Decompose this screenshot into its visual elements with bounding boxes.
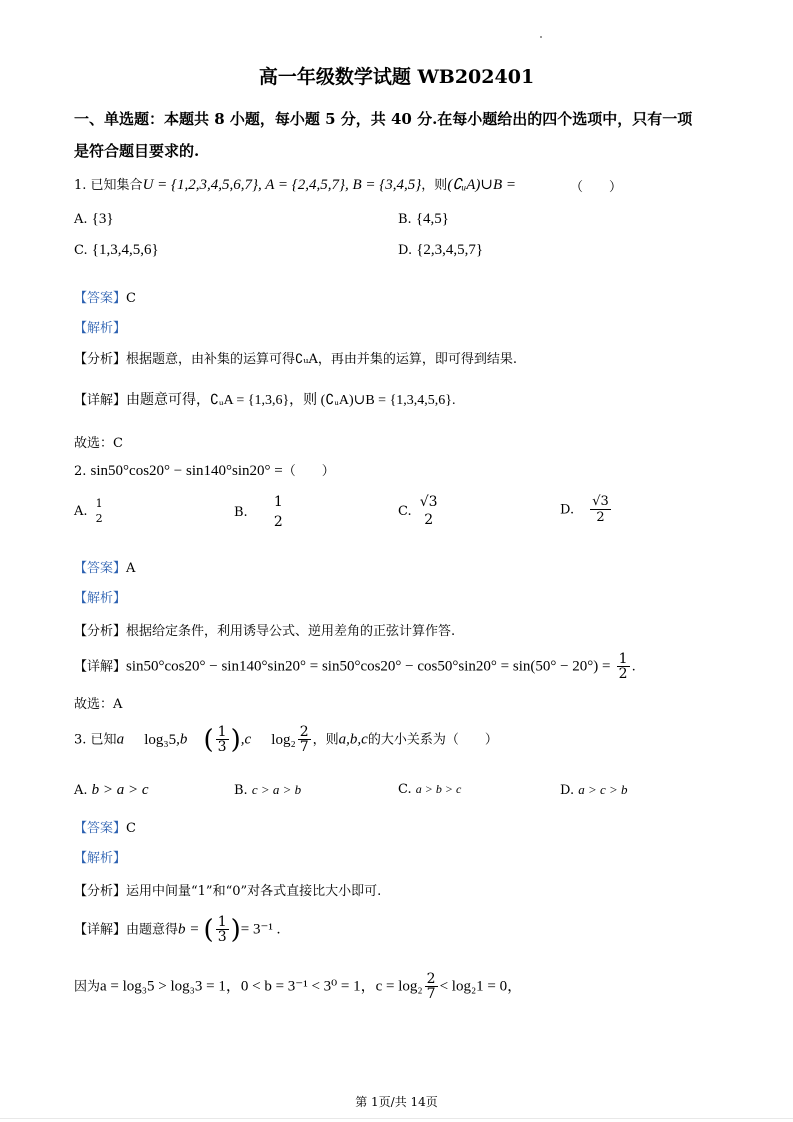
q2-conclusion: 故选：A bbox=[74, 697, 123, 712]
q1-analysis-tag: 【解析】 bbox=[74, 321, 127, 336]
q2-expression: sin50°cos20° − sin140°sin20° = bbox=[90, 463, 283, 479]
q1-fenxi: 【分析】根据题意，由补集的运算可得∁ᵤA，再由并集的运算，即可得到结果. bbox=[74, 352, 517, 367]
q2-analysis-tag: 【解析】 bbox=[74, 591, 127, 606]
q3-answer: 【答案】C bbox=[74, 821, 136, 836]
q1-option-c: C. {1,3,4,5,6} bbox=[74, 242, 159, 258]
page-footer: 第 1页/共 14页 bbox=[355, 1095, 438, 1109]
section-heading-line2: 是符合题目要求的. bbox=[74, 142, 200, 160]
q2-option-a: A. 1 2 bbox=[74, 497, 103, 525]
q3-fenxi: 【分析】运用中间量“1”和“0”对各式直接比大小即可. bbox=[74, 884, 382, 899]
q3-option-d: D. a > c > b bbox=[560, 782, 628, 798]
q1-paren: （ ） bbox=[570, 180, 623, 195]
q2-option-c: C. √3 2 bbox=[398, 494, 438, 528]
q3-analysis-tag: 【解析】 bbox=[74, 851, 127, 866]
q3-yinwei: 因为a = log₃5 > log₃3 = 1，0 < b = 3⁻¹ < 3⁰ = 1，c = log₂ $\frac{2}{7}$ < log₂1 = 0， bbox=[74, 971, 523, 1002]
q2-answer: 【答案】A bbox=[74, 561, 136, 576]
q3-option-b: B. c > a > b bbox=[234, 782, 302, 798]
q1-stem-text: 已知集合 bbox=[90, 178, 143, 193]
q3-stem: 3. 已知a log₃5,b ( $\frac{1}{3}$ ),c log₂ $\frac{2}{7}$ ，则a,b,c的大小关系为（ ） bbox=[74, 724, 498, 755]
q1-answer-value: C bbox=[126, 291, 136, 306]
q1-option-a: A. {3} bbox=[74, 211, 114, 227]
q2-option-b: B. 1 2 bbox=[234, 494, 283, 530]
q1-conclusion: 故选：C bbox=[74, 436, 123, 451]
page-bottom-edge bbox=[0, 1118, 793, 1119]
section-heading-line1: 一、单选题：本题共 8 小题，每小题 5 分，共 40 分.在每小题给出的四个选项中，只有一项 bbox=[74, 110, 693, 128]
q3-xiangjie: 【详解】由题意得b = ( $\frac{1}{3}$ )= 3⁻¹ . bbox=[74, 914, 281, 945]
q1-sets: U = {1,2,3,4,5,6,7}, A = {2,4,5,7}, B = {3,4,5} bbox=[142, 177, 422, 193]
q2-stem: 2. sin50°cos20° − sin140°sin20° =（ ） bbox=[74, 463, 335, 479]
q3-option-c: C. a > b > c bbox=[398, 782, 462, 797]
scan-speck bbox=[540, 36, 542, 38]
q3-answer-value: C bbox=[126, 821, 136, 836]
q2-fenxi: 【分析】根据给定条件，利用诱导公式、逆用差角的正弦计算作答. bbox=[74, 624, 456, 639]
q1-xiangjie: 【详解】由题意可得，∁ᵤA = {1,3,6}，则 (∁ᵤA)∪B = {1,3,4,5,6}. bbox=[74, 393, 456, 408]
q2-option-d: D. $\frac{√3}{2}$ bbox=[560, 494, 609, 525]
q1-option-d: D. {2,3,4,5,7} bbox=[398, 242, 484, 258]
q1-expr: (∁ᵤA)∪B = bbox=[447, 177, 517, 193]
q3-option-a: A. b > a > c bbox=[74, 782, 149, 798]
q1-number: 1. bbox=[74, 178, 91, 193]
q1-answer: 【答案】C bbox=[74, 291, 136, 306]
q2-paren: （ ） bbox=[282, 464, 335, 479]
q2-answer-value: A bbox=[126, 561, 136, 576]
page-title: 高一年级数学试题 WB202401 bbox=[258, 66, 535, 88]
q2-xiangjie: 【详解】sin50°cos20° − sin140°sin20° = sin50°cos20° − cos50°sin20° = sin(50° − 20°) = $\frac{1}{2}$ . bbox=[74, 651, 636, 682]
q1-then: ，则 bbox=[421, 178, 448, 193]
q1-stem bbox=[74, 174, 516, 194]
q1-option-b: B. {4,5} bbox=[398, 211, 449, 227]
